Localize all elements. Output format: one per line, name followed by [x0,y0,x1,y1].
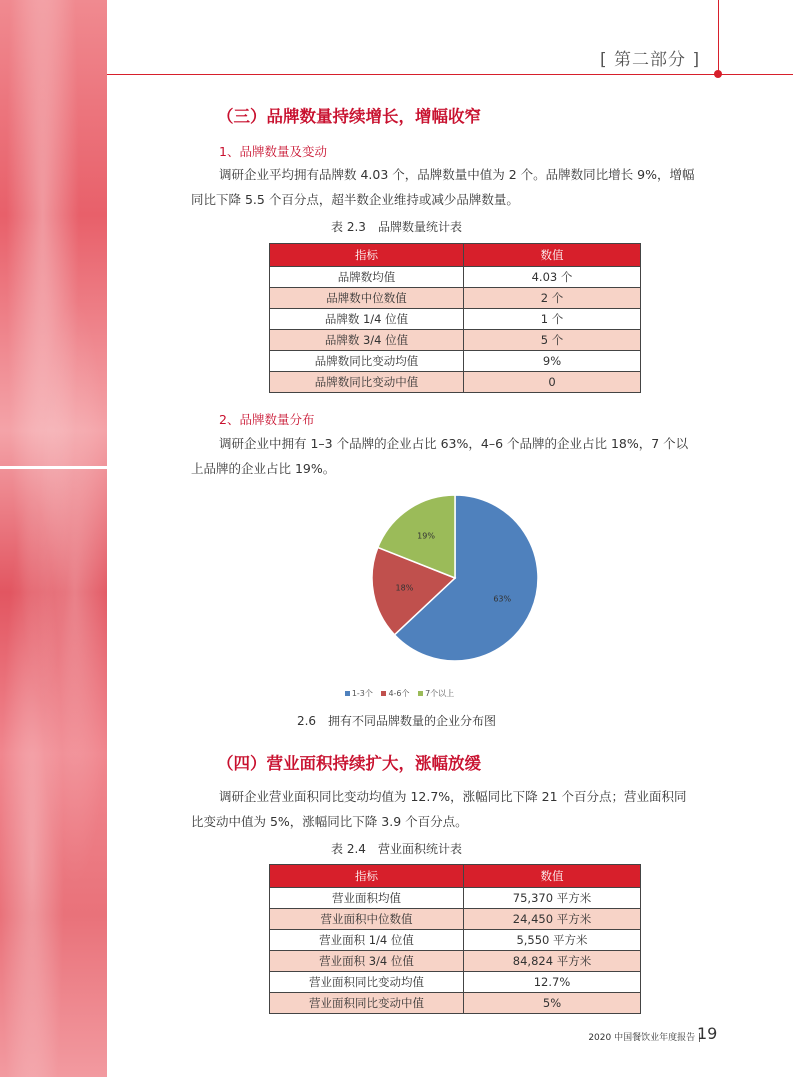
table-cell: 品牌数均值 [270,267,464,288]
para-line: 调研企业中拥有 1–3 个品牌的企业占比 63%，4–6 个品牌的企业占比 18%，7 个以 [219,436,689,451]
table-row [270,267,641,288]
section3-title: （三）品牌数量持续增长，增幅收窄 [217,107,481,126]
pie-data-label-1: 63% [493,594,512,604]
para-line: 同比下降 5.5 个百分点，超半数企业维持或减少品牌数量。 [191,192,519,207]
section3-sub1: 1、品牌数量及变动 [219,144,327,159]
table-cell: 营业面积同比变动中值 [270,993,464,1014]
table-cell: 84,824 平方米 [464,951,641,972]
figure-2-6-caption: 2.6 拥有不同品牌数量的企业分布图 [296,714,497,728]
legend-swatch [381,691,386,696]
table-cell: 营业面积中位数值 [270,909,464,930]
table-header: 数值 [464,865,641,888]
chart-legend [0,688,793,699]
table-cell: 5% [464,993,641,1014]
table-cell: 12.7% [464,972,641,993]
table-header: 数值 [464,244,641,267]
legend-swatch [345,691,350,696]
table-cell: 营业面积 1/4 位值 [270,930,464,951]
table-2-3-caption: 表 2.3 品牌数量统计表 [331,220,462,234]
footer-report-title: 2020 中国餐饮业年度报告 | [588,1033,701,1043]
table-header: 指标 [270,865,464,888]
table-cell: 24,450 平方米 [464,909,641,930]
pie-chart [365,488,545,668]
table-row [270,930,641,951]
para-line: 调研企业平均拥有品牌数 4.03 个，品牌数量中值为 2 个。品牌数同比增长 9%，增幅 [219,167,695,182]
table-cell: 2 个 [464,288,641,309]
table-cell: 品牌数同比变动均值 [270,351,464,372]
table-cell: 5,550 平方米 [464,930,641,951]
para-line: 比变动中值为 5%，涨幅同比下降 3.9 个百分点。 [191,814,468,829]
table-cell: 营业面积 3/4 位值 [270,951,464,972]
table-cell: 1 个 [464,309,641,330]
legend-label: 4-6个 [388,689,410,698]
table-cell: 9% [464,351,641,372]
table-cell: 5 个 [464,330,641,351]
section3-para2 [191,431,721,481]
pie-chart-svg [365,488,545,668]
table-cell: 品牌数 3/4 位值 [270,330,464,351]
part-label: [ 第二部分 ] [600,50,701,70]
table-row [270,888,641,909]
side-decoration-image [0,0,107,1077]
table-row [270,972,641,993]
table-cell: 品牌数同比变动中值 [270,372,464,393]
table-cell: 营业面积同比变动均值 [270,972,464,993]
table-2-3 [269,243,641,393]
table-row [270,993,641,1014]
section4-para [191,784,721,834]
table-row [270,351,641,372]
table-2-4 [269,864,641,1014]
table-cell: 品牌数中位数值 [270,288,464,309]
table-row [270,309,641,330]
table-row [270,951,641,972]
table-row [270,372,641,393]
table-cell: 品牌数 1/4 位值 [270,309,464,330]
pie-data-label-3: 19% [417,531,435,541]
table-row [270,909,641,930]
legend-swatch [418,691,423,696]
side-divider [0,466,107,469]
header-rule [107,74,793,75]
para-line: 调研企业营业面积同比变动均值为 12.7%，涨幅同比下降 21 个百分点；营业面积同 [219,789,687,804]
pie-data-label-2: 18% [395,583,414,593]
section4-title: （四）营业面积持续扩大，涨幅放缓 [217,754,481,773]
header-vertical-rule [718,0,719,74]
table-cell: 0 [464,372,641,393]
table-cell: 营业面积均值 [270,888,464,909]
table-row [270,330,641,351]
section3-para1 [191,162,721,212]
legend-label: 1-3个 [351,689,373,698]
header-dot [714,70,722,78]
table-header: 指标 [270,244,464,267]
table-cell: 4.03 个 [464,267,641,288]
page-number: 19 [697,1024,718,1043]
table-row [270,288,641,309]
table-2-4-caption: 表 2.4 营业面积统计表 [331,842,462,856]
legend-label: 7个以上 [425,689,455,698]
table-cell: 75,370 平方米 [464,888,641,909]
section3-sub2: 2、品牌数量分布 [219,412,315,427]
para-line: 上品牌的企业占比 19%。 [191,461,336,476]
